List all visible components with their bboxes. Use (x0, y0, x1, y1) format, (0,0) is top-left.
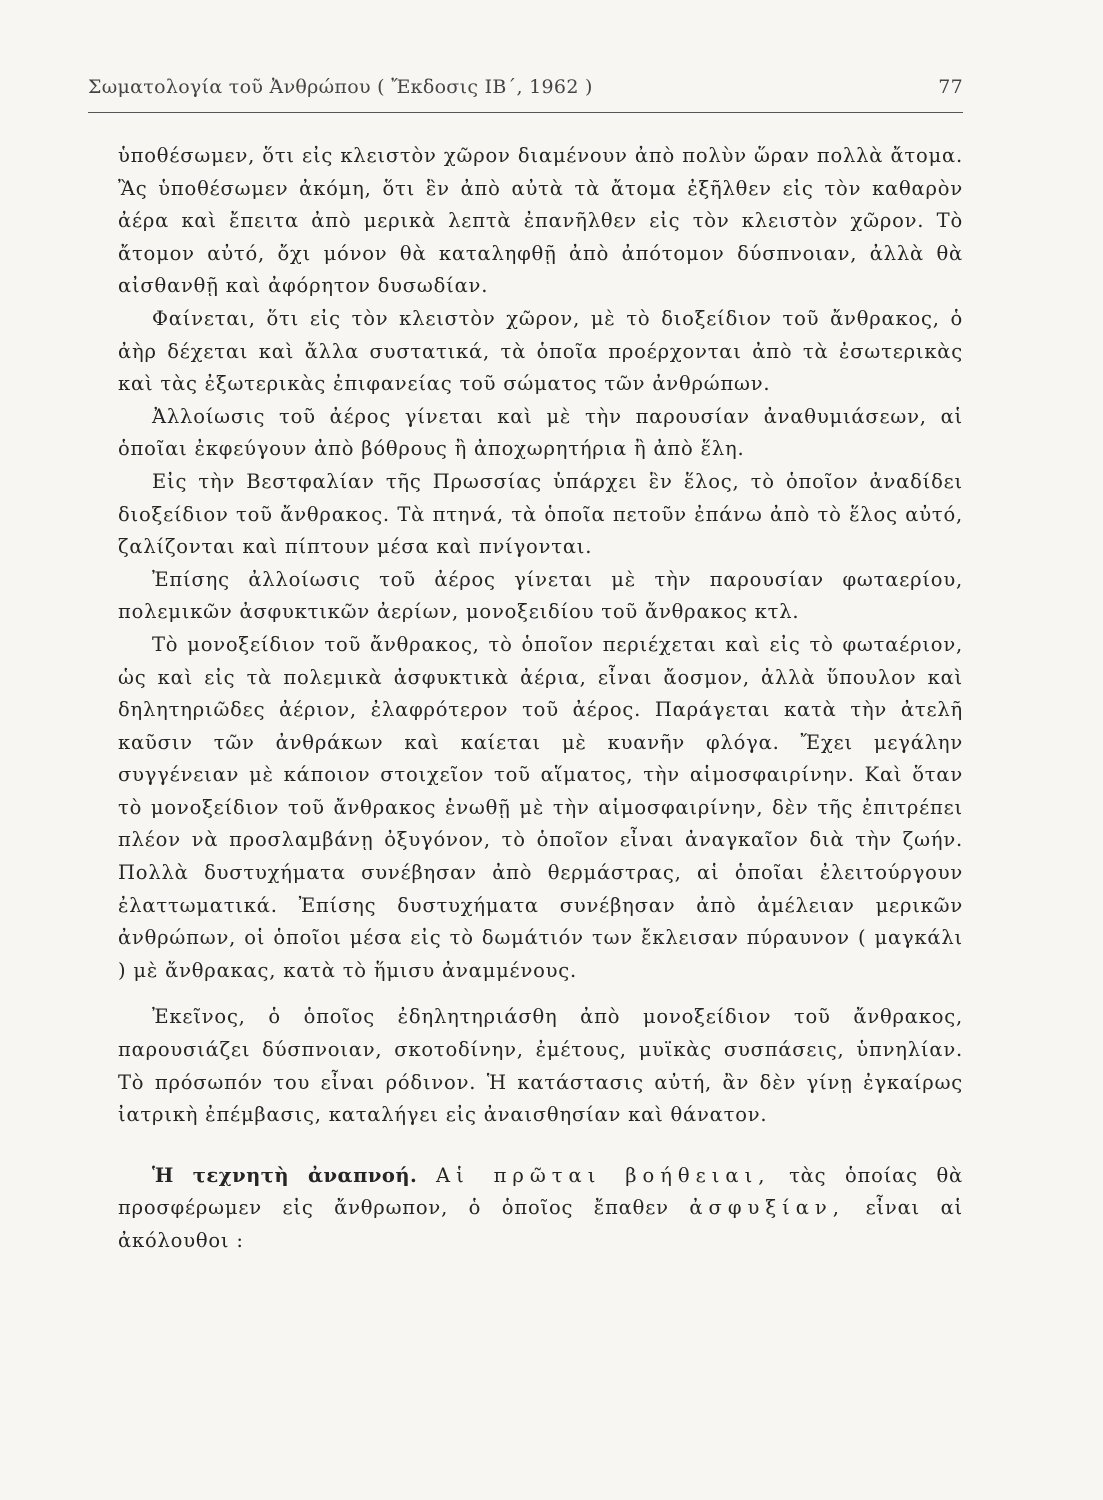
section-paragraph (118, 1160, 963, 1258)
paragraph: Ἐπίσης ἀλλοίωσις τοῦ ἀέρος γίνεται μὲ τὴν παρουσίαν φωταερίου, πολεμικῶν ἀσφυκτικῶν ἀερίων, μονοξειδίου τοῦ ἄνθρακος κτλ. (118, 567, 963, 624)
paragraph: Εἰς τὴν Βεστφαλίαν τῆς Πρωσσίας ὑπάρχει ἓν ἕλος, τὸ ὁποῖον ἀναδίδει διοξείδιον τοῦ ἄνθρακος. Τὰ πτηνά, τὰ ὁποῖα πετοῦν ἐπάνω ἀπὸ τὸ ἕλος αὐτό, ζαλίζονται καὶ πίπτουν μέσα καὶ πνίγονται. (118, 469, 963, 559)
running-title: Σωματολογία τοῦ Ἀνθρώπου ( Ἔκδοσις ΙΒ΄, 1962 ) (88, 76, 593, 98)
running-head (88, 76, 963, 98)
paragraph: ὑποθέσωμεν, ὅτι εἰς κλειστὸν χῶρον διαμένουν ἀπὸ πολὺν ὥραν πολλὰ ἄτομα. Ἂς ὑποθέσωμεν ἀκόμη, ὅτι ἓν ἀπὸ αὐτὰ τὰ ἄτομα ἐξῆλθεν εἰς τὸν καθαρὸν ἀέρα καὶ ἔπειτα ἀπὸ μερικὰ λεπτὰ ἐπανῆλθεν εἰς τὸν κλειστὸν χῶρον. Τὸ ἄτομον αὐτό, ὄχι μόνον θὰ καταληφθῇ ἀπὸ ἀπότομον δύσπνοιαν, ἀλλὰ θὰ αἰσθανθῇ καὶ ἀφόρητον δυσωδίαν. (118, 144, 963, 298)
spaced-phrase: Αἱ πρῶται βοήθειαι, (436, 1163, 771, 1187)
section-title: Ἡ τεχνητὴ ἀναπνοή. (152, 1163, 418, 1187)
paragraph: Ἀλλοίωσις τοῦ ἀέρος γίνεται καὶ μὲ τὴν παρουσίαν ἀναθυμιάσεων, αἱ ὁποῖαι ἐκφεύγουν ἀπὸ βόθρους ἢ ἀποχωρητήρια ἢ ἀπὸ ἕλη. (118, 404, 963, 461)
paragraph: Τὸ μονοξείδιον τοῦ ἄνθρακος, τὸ ὁποῖον περιέχεται καὶ εἰς τὸ φωταέριον, ὡς καὶ εἰς τὰ πολεμικὰ ἀσφυκτικὰ ἀέρια, εἶναι ἄοσμον, ἀλλὰ ὕπουλον καὶ δηλητηριῶδες ἀέριον, ἐλαφρότερον τοῦ ἀέρος. Παράγεται κατὰ τὴν ἀτελῆ καῦσιν τῶν ἀνθράκων καὶ καίεται μὲ κυανῆν φλόγα. Ἔχει μεγάλην συγγένειαν μὲ κάποιον στοιχεῖον τοῦ αἵματος, τὴν αἱμοσφαιρίνην. Καὶ ὅταν τὸ μονοξείδιον τοῦ ἄνθρακος ἑνωθῇ μὲ τὴν αἱμοσφαιρίνην, δὲν τῆς ἐπιτρέπει πλέον νὰ προσλαμβάνῃ ὀξυγόνον, τὸ ὁποῖον εἶναι ἀναγκαῖον διὰ τὴν ζωήν. Πολλὰ δυστυχήματα συνέβησαν ἀπὸ θερμάστρας, αἱ ὁποῖαι ἐλειτούργουν ἐλαττωματικά. Ἐπίσης δυστυχήματα συνέβησαν ἀπὸ ἀμέλειαν μερικῶν ἀνθρώπων, οἱ ὁποῖοι μέσα εἰς τὸ δωμάτιόν των ἔκλεισαν πύραυνον ( μαγκάλι ) μὲ ἄνθρακας, κατὰ τὸ ἥμισυ ἀναμμένους. (118, 632, 963, 982)
paragraph: Φαίνεται, ὅτι εἰς τὸν κλειστὸν χῶρον, μὲ τὸ διοξείδιον τοῦ ἄνθρακος, ὁ ἀὴρ δέχεται καὶ ἄλλα συστατικά, τὰ ὁποῖα προέρχονται ἀπὸ τὰ ἐσωτερικὰς καὶ τὰς ἐξωτερικὰς ἐπιφανείας τοῦ σώματος τῶν ἀνθρώπων. (118, 306, 963, 396)
body-text (118, 140, 963, 1258)
paragraph: Ἐκεῖνος, ὁ ὁποῖος ἐδηλητηριάσθη ἀπὸ μονοξείδιον τοῦ ἄνθρακος, παρουσιάζει δύσπνοιαν, σκοτοδίνην, ἐμέτους, μυϊκὰς συσπάσεις, ὑπνηλίαν. Τὸ πρόσωπόν του εἶναι ρόδινον. Ἡ κατάστασις αὐτή, ἂν δὲν γίνῃ ἐγκαίρως ἰατρικὴ ἐπέμβασις, καταλήγει εἰς ἀναισθησίαν καὶ θάνατον. (118, 1005, 963, 1127)
section-text-end: εἶναι αἱ ἀκόλουθοι : (118, 1196, 964, 1252)
spaced-word: ἀσφυξίαν, (689, 1196, 845, 1220)
section-text: τὰς ὁποίας θὰ προσφέρωμεν εἰς ἄνθρωπον, ὁ ὁποῖος ἔπαθεν (118, 1163, 963, 1220)
header-rule (88, 112, 963, 113)
page-number: 77 (938, 76, 963, 98)
